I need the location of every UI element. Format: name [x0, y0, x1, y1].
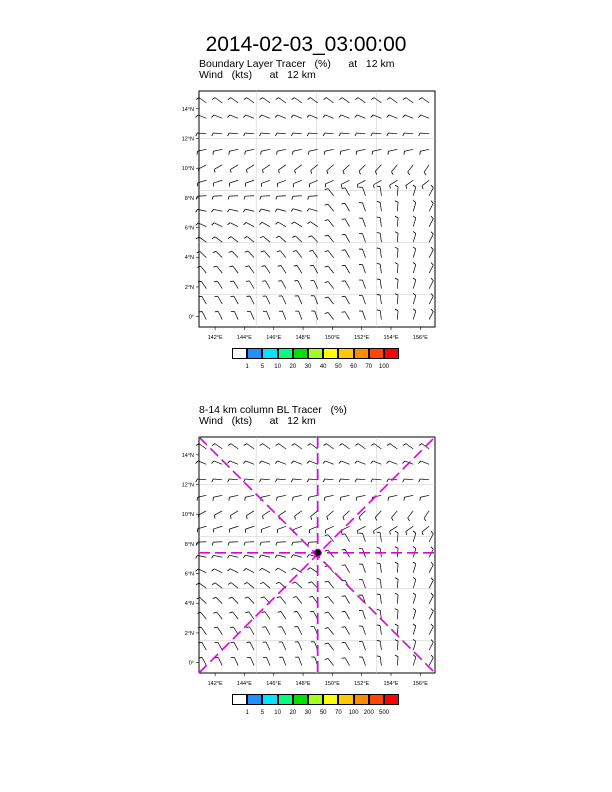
colorbar-level-label: 5: [260, 364, 265, 370]
colorbar-box: [384, 348, 399, 359]
colorbar-box: [278, 348, 293, 359]
colorbar-level-label: 20: [289, 710, 297, 716]
lat-tick-label: 6°N: [184, 571, 194, 578]
colorbar-box: [308, 348, 323, 359]
lon-tick-label: 142°E: [207, 681, 223, 687]
colorbar-box: [293, 694, 308, 705]
lon-tick-label: 144°E: [236, 335, 252, 341]
plot-frame: [199, 91, 435, 327]
lon-tick-label: 146°E: [266, 681, 282, 687]
colorbar-level-label: 100: [348, 710, 359, 716]
lon-tick-label: 152°E: [354, 335, 370, 341]
panel1-title-line2: Wind (kts) at 12 km: [199, 69, 316, 81]
colorbar-level-label: 50: [335, 364, 342, 370]
lat-tick-label: 12°N: [181, 136, 194, 143]
colorbar-level-label: 10: [274, 364, 281, 370]
colorbar-level-label: 50: [319, 710, 327, 716]
colorbar-box: [247, 694, 262, 705]
colorbar-level-label: 40: [319, 364, 327, 370]
colorbar-box: [323, 694, 338, 705]
colorbar-box: [232, 348, 247, 359]
lat-tick-label: 8°N: [184, 195, 194, 202]
lon-tick-label: 154°E: [383, 681, 399, 687]
panel2-title-line1: 8-14 km column BL Tracer (%): [199, 404, 347, 416]
lon-tick-label: 152°E: [354, 681, 370, 687]
lat-tick-label: 4°N: [184, 255, 194, 262]
colorbar-level-label: 70: [335, 710, 342, 716]
colorbar-level-label: 200: [363, 710, 374, 716]
lon-tick-label: 146°E: [266, 335, 282, 341]
colorbar-level-label: 60: [350, 364, 357, 370]
lat-tick-label: 12°N: [181, 482, 194, 489]
colorbar-box: [369, 694, 384, 705]
colorbar-level-label: 20: [289, 364, 297, 370]
colorbar-box: [278, 694, 293, 705]
colorbar-box: [293, 348, 308, 359]
lat-tick-label: 0°: [188, 660, 194, 667]
colorbar-level-label: 10: [274, 710, 281, 716]
lon-tick-label: 148°E: [295, 335, 311, 341]
lon-tick-label: 150°E: [324, 681, 340, 687]
colorbar-level-label: 30: [304, 364, 312, 370]
colorbar-level-label: 100: [378, 364, 390, 370]
panel2-map: [160, 426, 450, 716]
colorbar-level-label: 1: [245, 364, 249, 370]
lon-tick-label: 150°E: [324, 335, 340, 341]
panel2-title-line2: Wind (kts) at 12 km: [199, 415, 316, 427]
lat-tick-label: 10°N: [181, 512, 194, 519]
panel1-title-line1: Boundary Layer Tracer (%) at 12 km: [199, 58, 395, 70]
colorbar-box: [262, 694, 277, 705]
colorbar-box: [247, 348, 262, 359]
colorbar-box: [354, 348, 369, 359]
colorbar-level-label: 30: [304, 710, 312, 716]
colorbar-box: [384, 694, 399, 705]
lon-tick-label: 156°E: [412, 335, 428, 341]
colorbar-box: [354, 694, 369, 705]
lat-tick-label: 8°N: [184, 541, 194, 548]
colorbar-box: [338, 694, 353, 705]
colorbar-level-label: 70: [365, 364, 373, 370]
colorbar-box: [232, 694, 247, 705]
colorbar-level-label: 1: [245, 710, 249, 716]
lat-tick-label: 0°: [188, 314, 194, 321]
colorbar-box: [338, 348, 353, 359]
panel1-map: [160, 80, 450, 370]
lon-tick-label: 144°E: [236, 681, 252, 687]
panel1-colorbar: [232, 348, 399, 378]
colorbar-box: [323, 348, 338, 359]
panel2-colorbar: [232, 694, 399, 724]
colorbar-box: [369, 348, 384, 359]
colorbar-box: [308, 694, 323, 705]
colorbar-level-label: 5: [260, 710, 265, 716]
lat-tick-label: 2°N: [184, 630, 194, 637]
lat-tick-label: 2°N: [184, 284, 194, 291]
lat-tick-label: 10°N: [181, 166, 194, 173]
storm-center-marker: [314, 549, 321, 556]
lon-tick-label: 156°E: [412, 681, 428, 687]
page-title: 2014-02-03_03:00:00: [205, 33, 407, 56]
lon-tick-label: 142°E: [207, 335, 223, 341]
lat-tick-label: 14°N: [181, 452, 194, 459]
lat-tick-label: 14°N: [181, 106, 194, 113]
lon-tick-label: 154°E: [383, 335, 399, 341]
lat-tick-label: 4°N: [184, 601, 194, 608]
colorbar-box: [262, 348, 277, 359]
lat-tick-label: 6°N: [184, 225, 194, 232]
lon-tick-label: 148°E: [295, 681, 311, 687]
colorbar-level-label: 500: [378, 710, 390, 716]
